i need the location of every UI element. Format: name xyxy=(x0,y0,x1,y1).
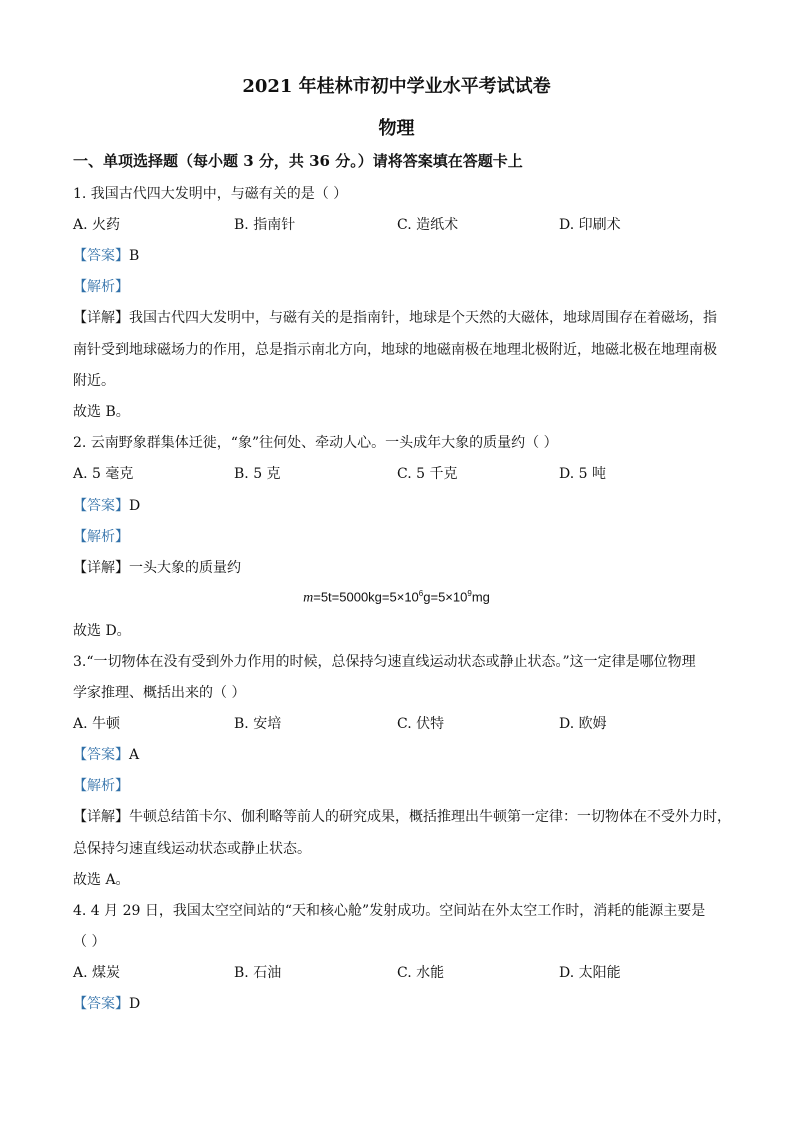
q1-stem: 1. 我国古代四大发明中，与磁有关的是（ ） xyxy=(73,186,348,202)
formula-part: g=5×10 xyxy=(423,589,468,605)
formula-exponent: 9 xyxy=(467,589,472,598)
q1-option-d: D. 印刷术 xyxy=(559,217,621,233)
formula-part: =5t=5000kg=5×10 xyxy=(313,589,419,605)
answer-label: 【答案】 xyxy=(73,747,129,763)
detail-text: 我国古代四大发明中，与磁有关的是指南针，地球是个天然的大磁体，地球周围存在着磁场，指 xyxy=(129,310,717,326)
q2-detail-line-1 xyxy=(73,557,241,577)
section-heading: 一、单项选择题（每小题 3 分，共 36 分。）请将答案填在答题卡上 xyxy=(73,152,523,170)
q3-option-c: C. 伏特 xyxy=(397,716,445,732)
q1-detail-line-2: 南针受到地球磁场力的作用，总是指示南北方向，地球的地磁南极在地理北极附近，地磁北极在地理南极 xyxy=(73,342,717,358)
detail-label: 【详解】 xyxy=(73,809,129,825)
q4-stem-line-2: （ ） xyxy=(73,934,106,950)
q4-stem-line-1: 4. 4 月 29 日，我国太空空间站的“天和核心舱”发射成功。空间站在外太空工作时，消耗的能源主要是 xyxy=(73,903,706,919)
q3-conclusion: 故选 A。 xyxy=(73,872,130,888)
answer-value: A xyxy=(129,747,140,763)
q4-option-b: B. 石油 xyxy=(234,965,282,981)
answer-label: 【答案】 xyxy=(73,248,129,264)
answer-label: 【答案】 xyxy=(73,996,129,1012)
q2-option-b: B. 5 克 xyxy=(234,466,281,482)
q1-answer xyxy=(73,245,139,265)
q2-answer xyxy=(73,495,140,515)
q1-option-b: B. 指南针 xyxy=(234,217,296,233)
formula-part: mg xyxy=(471,589,490,605)
detail-text: 牛顿总结笛卡尔、伽利略等前人的研究成果，概括推理出牛顿第一定律：一切物体在不受外力时， xyxy=(129,809,731,825)
formula-exponent: 6 xyxy=(418,589,424,598)
q3-option-a: A. 牛顿 xyxy=(73,716,121,732)
q4-option-a: A. 煤炭 xyxy=(73,965,121,981)
answer-value: B xyxy=(129,248,140,264)
q3-option-d: D. 欧姆 xyxy=(559,716,607,732)
q1-option-c: C. 造纸术 xyxy=(397,217,459,233)
q2-option-a: A. 5 毫克 xyxy=(73,466,134,482)
q3-option-b: B. 安培 xyxy=(234,716,282,732)
answer-value: D xyxy=(129,498,141,514)
subject-title: 物理 xyxy=(378,118,415,139)
q4-option-d: D. 太阳能 xyxy=(559,965,621,981)
q1-analysis-label: 【解析】 xyxy=(73,279,129,295)
q2-analysis-label: 【解析】 xyxy=(73,529,129,545)
q4-answer xyxy=(73,993,140,1013)
q2-conclusion: 故选 D。 xyxy=(73,623,131,639)
answer-label: 【答案】 xyxy=(73,498,129,514)
q3-detail-line-1 xyxy=(73,806,731,826)
q3-stem-line-2: 学家推理、概括出来的（ ） xyxy=(73,685,246,701)
q1-detail-line-3: 附近。 xyxy=(73,373,115,389)
q3-stem-line-1: 3.“一切物体在没有受到外力作用的时候，总保持匀速直线运动状态或静止状态。”这一定律是哪位物理 xyxy=(73,654,696,670)
q1-conclusion: 故选 B。 xyxy=(73,404,130,420)
answer-value: D xyxy=(129,996,141,1012)
q2-option-c: C. 5 千克 xyxy=(397,466,458,482)
q3-answer xyxy=(73,744,139,764)
exam-title: 2021 年桂林市初中学业水平考试试卷 xyxy=(242,76,551,97)
q1-detail-line-1 xyxy=(73,307,717,327)
detail-label: 【详解】 xyxy=(73,310,129,326)
q2-stem: 2. 云南野象群集体迁徙，“象”往何处、牵动人心。一头成年大象的质量约（ ） xyxy=(73,435,558,451)
formula-variable: m xyxy=(303,590,314,606)
q3-detail-line-2: 总保持匀速直线运动状态或静止状态。 xyxy=(73,841,311,857)
mass-formula xyxy=(0,589,793,606)
q3-analysis-label: 【解析】 xyxy=(73,778,129,794)
q2-option-d: D. 5 吨 xyxy=(559,466,606,482)
q1-option-a: A. 火药 xyxy=(73,217,121,233)
detail-label: 【详解】 xyxy=(73,560,129,576)
detail-text: 一头大象的质量约 xyxy=(129,560,241,576)
q4-option-c: C. 水能 xyxy=(397,965,445,981)
